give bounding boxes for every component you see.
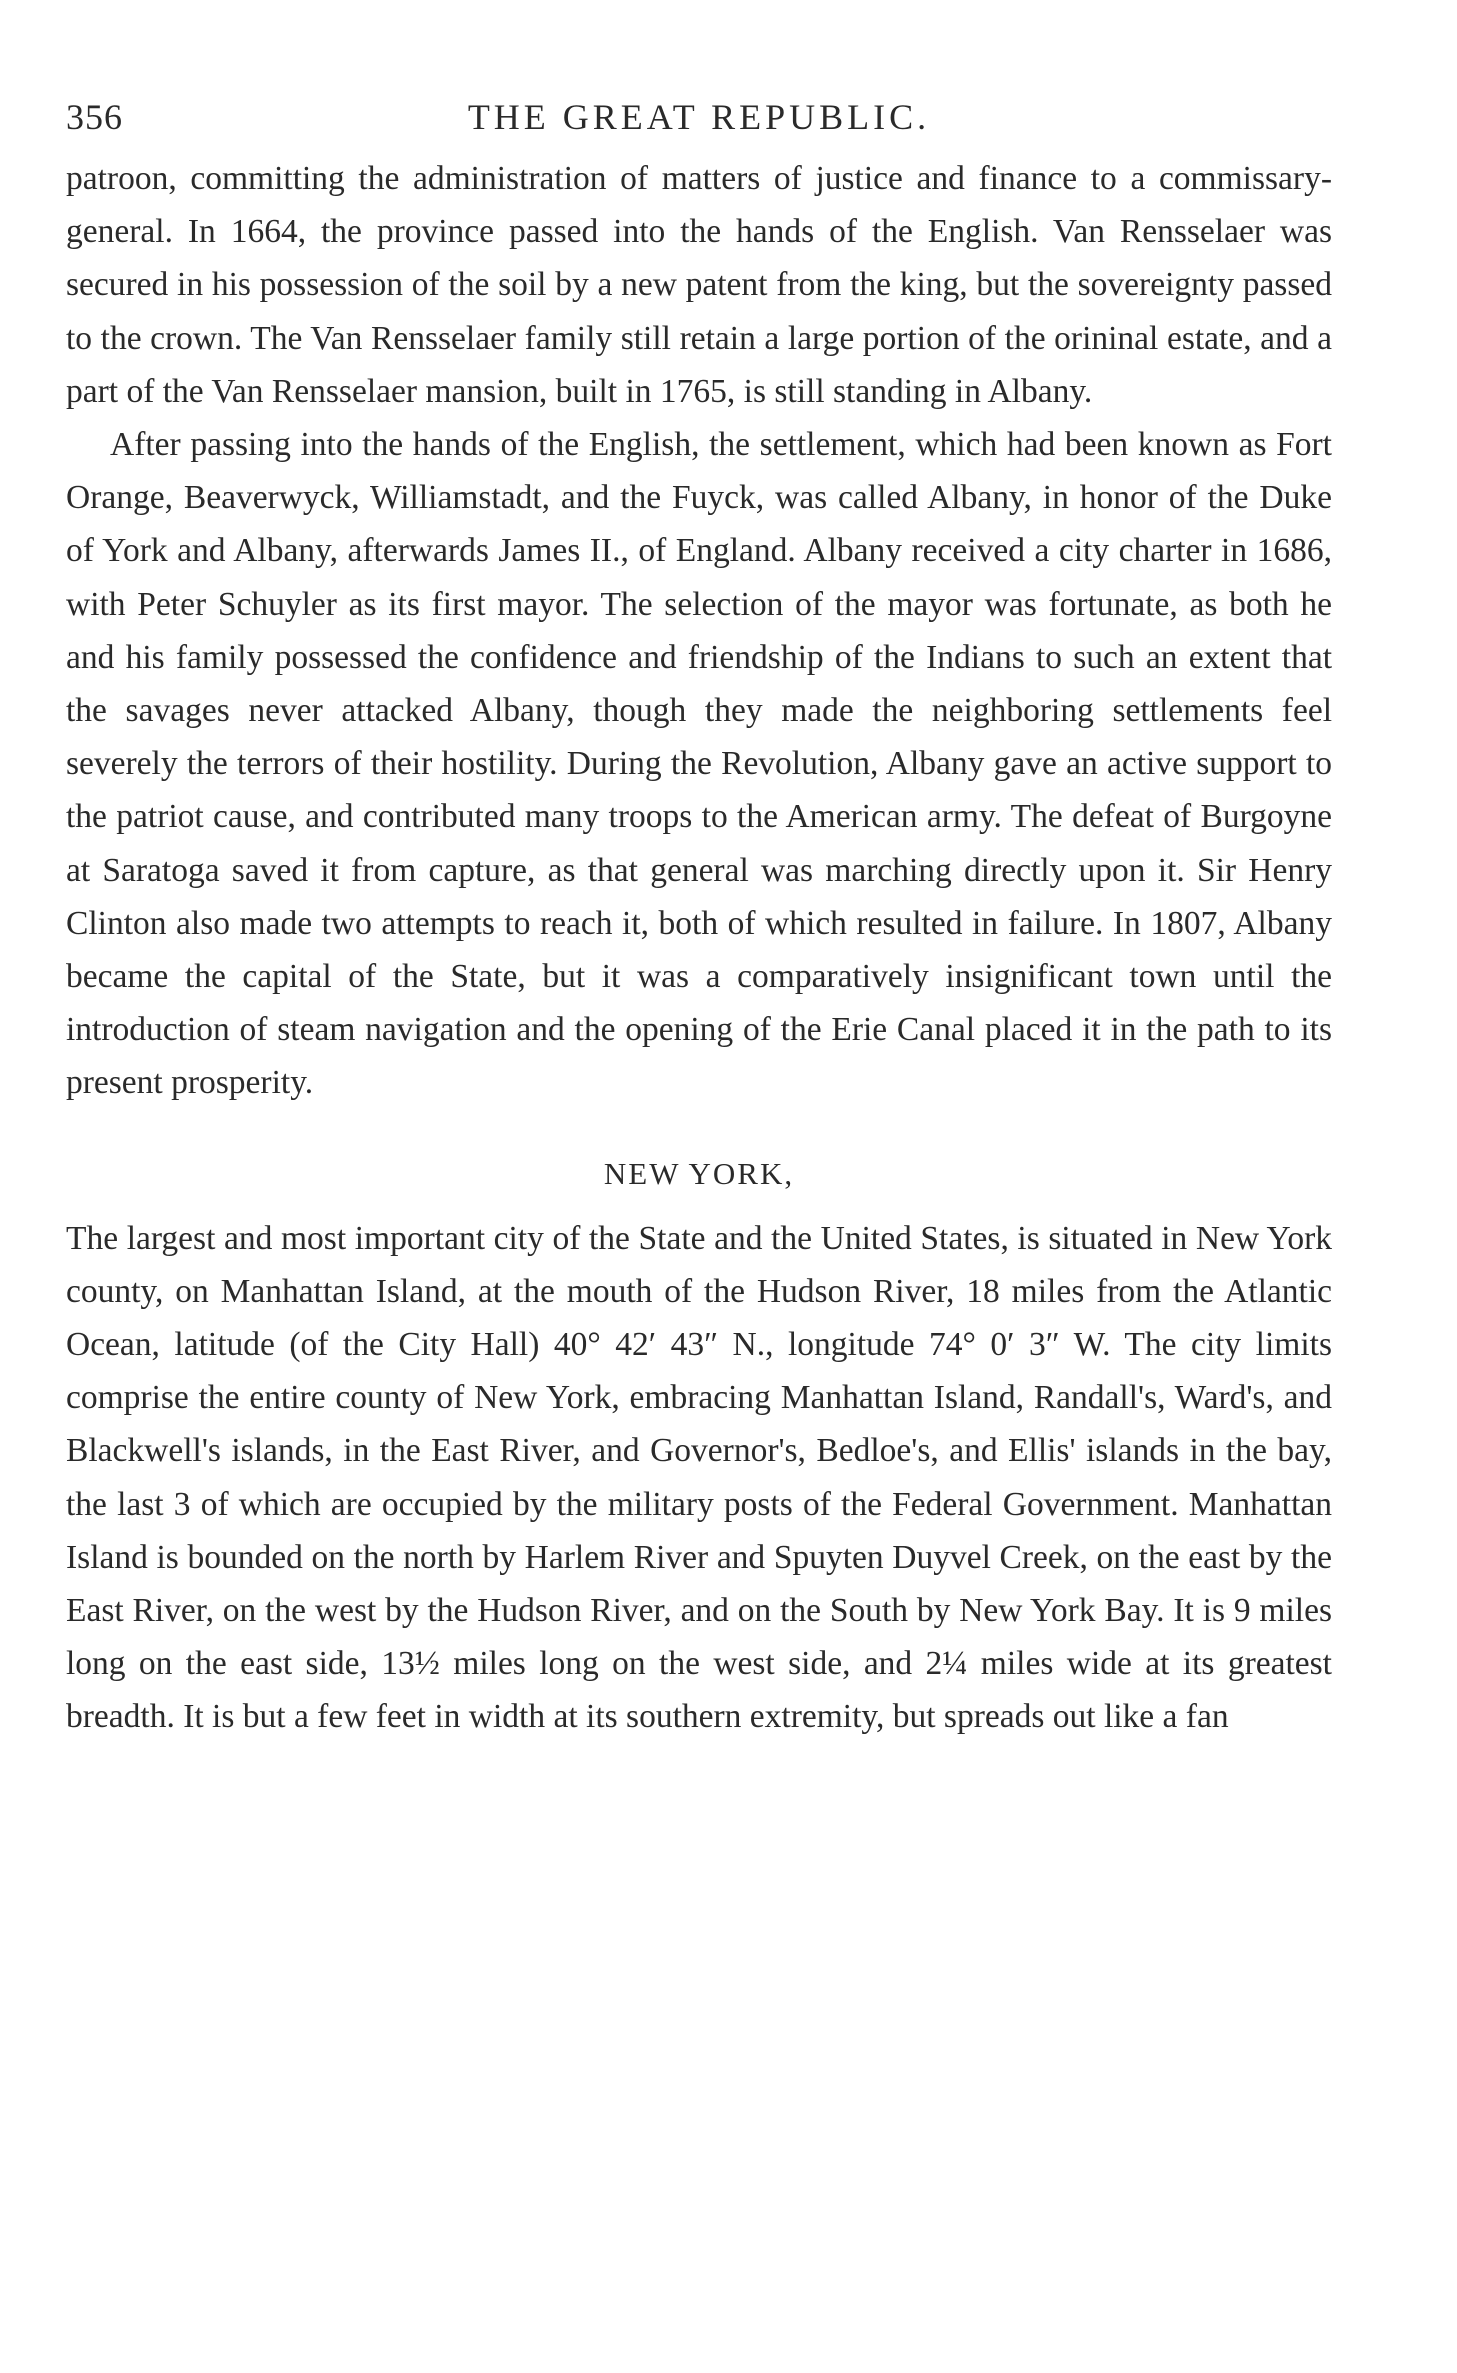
section-heading: NEW YORK, [603,1155,795,1191]
paragraph-albany-history: After passing into the hands of the English, the settlement, which had been known as Fort Orange, Beaverwyck, Williamstadt, and the Fuyck, was called Albany, in honor of the Duke of York and Albany, afterwards James II., of England. Albany received a city charter in 1686, with Peter Schuyler as its first mayor. The selection of the mayor was fortunate, as both he and his family possessed the confidence and friendship of the Indians to such an extent that the savages never attacked Albany, though they made the neighboring settlements feel severely the terrors of their hostility. During the Revolution, Albany gave an active support to the patriot cause, and contributed many troops to the American army. The defeat of Burgoyne at Saratoga saved it from capture, as that general was marching directly upon it. Sir Henry Clinton also made two attempts to reach it, both of which resulted in failure. In 1807, Albany became the capital of the State, but it was a comparatively insignificant town until the introduction of steam navigation and the opening of the Erie Canal placed it in the path to its present prosperity. [66,426,1332,1102]
paragraph-new-york: The largest and most important city of the State and the United States, is situated in New York county, on Manhattan Island, at the mouth of the Hudson River, 18 miles from the Atlantic Ocean, latitude (of the City Hall) 40° 42′ 43″ N., longitude 74° 0′ 3″ W. The city limits comprise the entire county of New York, embracing Manhattan Island, Randall's, Ward's, and Blackwell's islands, in the East River, and Governor's, Bedloe's, and Ellis' islands in the bay, the last 3 of which are occupied by the military posts of the Federal Government. Manhattan Island is bounded on the north by Harlem River and Spuyten Duyvel Creek, on the east by the East River, on the west by the Hudson River, and on the South by New York Bay. It is 9 miles long on the east side, 13½ miles long on the west side, and 2¼ miles wide at its greatest breadth. It is but a few feet in width at its southern extremity, but spreads out like a fan [66,1219,1332,1736]
running-title: THE GREAT REPUBLIC. [467,97,931,137]
paragraph-continuation: patroon, committing the administration of matters of justice and finance to a commissary-general. In 1664, the province passed into the hands of the English. Van Rensselaer was secured in his possession of the soil by a new patent from the king, but the sovereignty passed to the crown. The Van Rensselaer family still retain a large portion of the orininal estate, and a part of the Van Rensselaer mansion, built in 1765, is still standing in Albany. [66,160,1332,410]
book-page [66,96,1332,1744]
running-head [66,96,1332,152]
page-number: 356 [66,97,123,137]
